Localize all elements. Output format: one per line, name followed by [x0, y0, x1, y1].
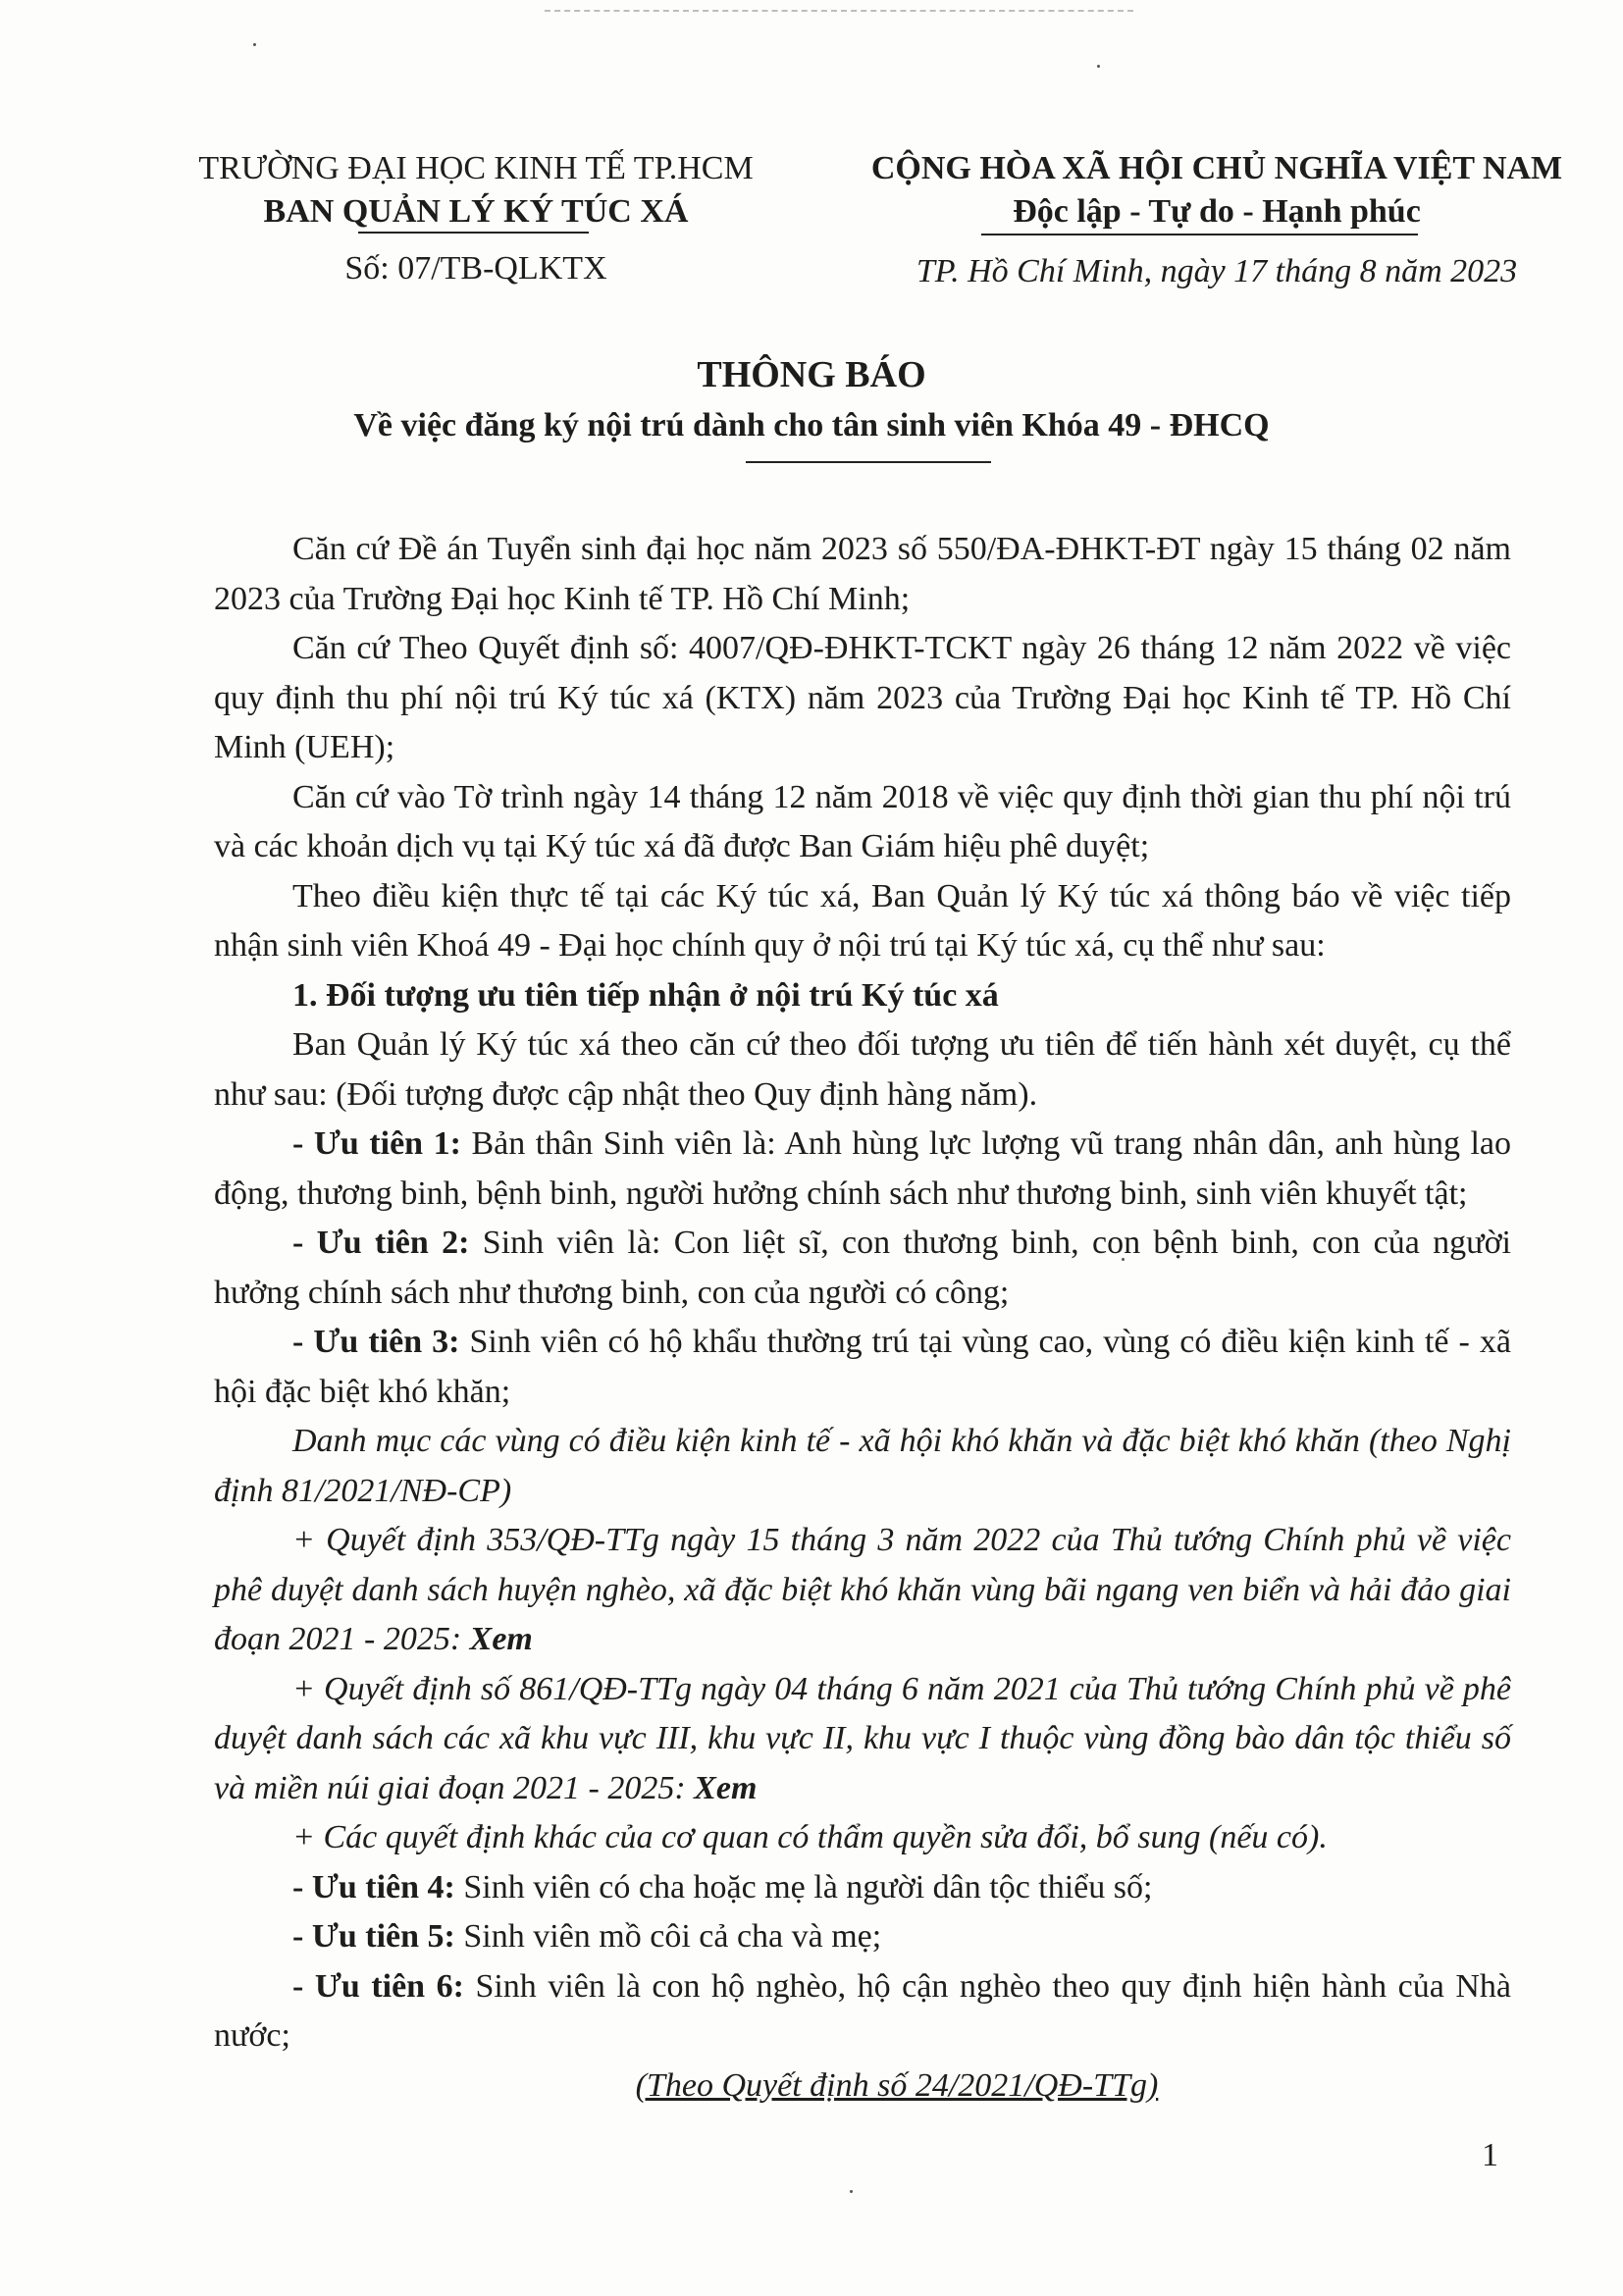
issuer-block: [157, 147, 795, 234]
paragraph-basis-1: Căn cứ Đề án Tuyển sinh đại học năm 2023 số 550/ĐA-ĐHKT-ĐT ngày 15 tháng 02 năm 2023 của Trường Đại học Kinh tế TP. Hồ Chí Minh;: [214, 531, 1511, 617]
document-body: [214, 525, 1511, 2111]
priority-label: - Ưu tiên 4:: [292, 1868, 455, 1905]
page-number: 1: [1482, 2137, 1498, 2173]
priority-label: - Ưu tiên 6:: [292, 1967, 464, 2005]
priority-item: [214, 1912, 1511, 1962]
decision-item: [214, 1516, 1511, 1665]
national-motto: Độc lập - Tự do - Hạnh phúc: [1013, 193, 1421, 230]
section-heading: 1. Đối tượng ưu tiên tiếp nhận ở nội trú Ký túc xá: [292, 976, 999, 1014]
document-title: THÔNG BÁO: [697, 354, 926, 395]
priority-label: - Ưu tiên 1:: [292, 1125, 461, 1162]
motto-underline: [981, 234, 1418, 235]
decision-text: + Quyết định số 861/QĐ-TTg ngày 04 tháng 6 năm 2021 của Thủ tướng Chính phủ về phê duyệt danh sách các xã khu vực III, khu vực II, khu vực I thuộc vùng đồng bào dân tộc thiểu số và miền núi giai đoạn 2021 - 2025:: [214, 1670, 1511, 1806]
view-link[interactable]: Xem: [694, 1769, 758, 1806]
priority-label: - Ưu tiên 2:: [292, 1225, 470, 1261]
view-link[interactable]: Xem: [469, 1621, 533, 1657]
university-name: TRƯỜNG ĐẠI HỌC KINH TẾ TP.HCM: [198, 150, 754, 186]
scan-speck: [850, 2190, 853, 2193]
priority-item: [214, 1962, 1511, 2061]
priority-label: - Ưu tiên 5:: [292, 1918, 455, 1955]
paragraph-intro: Theo điều kiện thực tế tại các Ký túc xá, Ban Quản lý Ký túc xá thông báo về việc tiếp nhận sinh viên Khoá 49 - Đại học chính quy ở nội trú tại Ký túc xá, cụ thể như sau:: [214, 877, 1511, 964]
priority-text: Sinh viên là: Con liệt sĩ, con thương binh, con bệnh binh, con của người hưởng chính sách như thương binh, con của người có công;: [214, 1225, 1511, 1311]
decision-item: [214, 1665, 1511, 1814]
country-name: CỘNG HÒA XÃ HỘI CHỦ NGHĨA VIỆT NAM: [870, 150, 1563, 186]
priority-item: [214, 1120, 1511, 1219]
document-number: Số: 07/TB-QLKTX: [344, 250, 607, 287]
priority-label: - Ưu tiên 3:: [292, 1324, 460, 1360]
priority-item: [214, 1863, 1511, 1913]
priority-text: Sinh viên là con hộ nghèo, hộ cận nghèo theo quy định hiện hành của Nhà nước;: [214, 1967, 1511, 2054]
paragraph-criteria: Ban Quản lý Ký túc xá theo căn cứ theo đối tượng ưu tiên để tiến hành xét duyệt, cụ thể như sau: (Đối tượng được cập nhật theo Quy định hàng năm).: [214, 1026, 1511, 1113]
priority-text: Sinh viên có cha hoặc mẹ là người dân tộc thiểu số;: [454, 1868, 1153, 1905]
paragraph-basis-3: Căn cứ vào Tờ trình ngày 14 tháng 12 năm 2018 về việc quy định thời gian thu phí nội trú và các khoản dịch vụ tại Ký túc xá đã được Ban Giám hiệu phê duyệt;: [214, 778, 1511, 864]
document-subtitle: Về việc đăng ký nội trú dành cho tân sinh viên Khóa 49 - ĐHCQ: [353, 407, 1270, 444]
priority-item: [214, 1318, 1511, 1417]
scan-artifact-line: [545, 10, 1133, 12]
decision-text: + Quyết định 353/QĐ-TTg ngày 15 tháng 3 năm 2022 của Thủ tướng Chính phủ về việc phê duyệt danh sách huyện nghèo, xã đặc biệt khó khăn vùng bãi ngang ven biển và hải đảo giai đoạn 2021 - 2025:: [214, 1522, 1511, 1657]
department-name: BAN QUẢN LÝ KÝ TÚC XÁ: [263, 193, 689, 230]
national-heading: [844, 147, 1590, 234]
document-date: TP. Hồ Chí Minh, ngày 17 tháng 8 năm 2023: [916, 253, 1518, 289]
scan-speck: [253, 43, 256, 46]
priority-text: Sinh viên có hộ khẩu thường trú tại vùng cao, vùng có điều kiện kinh tế - xã hội đặc biệt khó khăn;: [214, 1324, 1511, 1410]
issuer-underline: [358, 232, 589, 234]
title-underline: [746, 461, 991, 463]
decision-item: + Các quyết định khác của cơ quan có thẩm quyền sửa đổi, bổ sung (nếu có).: [292, 1819, 1328, 1855]
priority-text: Bản thân Sinh viên là: Anh hùng lực lượng vũ trang nhân dân, anh hùng lao động, thương binh, bệnh binh, người hưởng chính sách như thương binh, sinh viên khuyết tật;: [214, 1125, 1511, 1212]
paragraph-basis-2: Căn cứ Theo Quyết định số: 4007/QĐ-ĐHKT-TCKT ngày 26 tháng 12 năm 2022 về việc quy định thu phí nội trú Ký túc xá (KTX) năm 2023 của Trường Đại học Kinh tế TP. Hồ Chí Minh (UEH);: [214, 630, 1511, 765]
legal-reference: (Theo Quyết định số 24/2021/QĐ-TTg): [635, 2066, 1159, 2104]
area-list-intro: Danh mục các vùng có điều kiện kinh tế - xã hội khó khăn và đặc biệt khó khăn (theo Nghị định 81/2021/NĐ-CP): [214, 1423, 1511, 1509]
scan-speck: [1097, 65, 1100, 68]
priority-item: [214, 1219, 1511, 1318]
priority-text: Sinh viên mồ côi cả cha và mẹ;: [454, 1918, 882, 1955]
